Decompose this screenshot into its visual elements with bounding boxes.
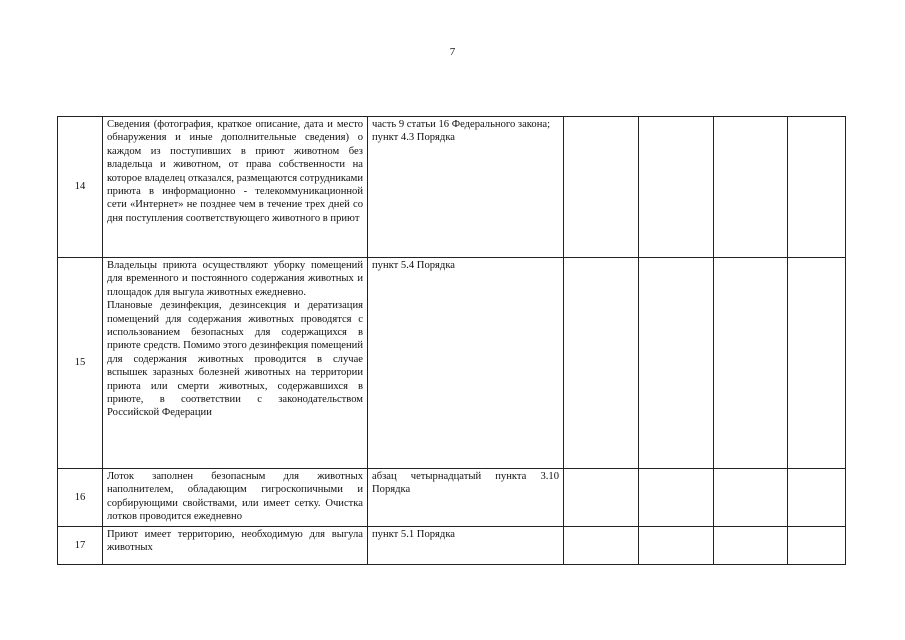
empty-cell: [639, 469, 714, 527]
page-number: 7: [449, 46, 456, 58]
reference-cell: [368, 117, 564, 258]
empty-cell: [788, 117, 846, 258]
empty-cell: [788, 469, 846, 527]
requirement-cell: [103, 258, 368, 469]
table-row: [58, 527, 846, 565]
empty-cell: [788, 527, 846, 565]
requirement-cell: [103, 117, 368, 258]
empty-cell: [564, 258, 639, 469]
requirement-text: Владельцы приюта осуществляют уборку помещений для временного и постоянного содержания животных и площадок для выгула животных ежедневно.: [107, 260, 363, 298]
reference-cell: [368, 527, 564, 565]
requirement-text: Сведения (фотография, краткое описание, дата и место обнаружения и иные дополнительные сведения) о каждом из поступивших в приют животном без владельца и животном, от права собственности на которое владелец отказался, размещаются сотрудниками приюта в информационно - телекоммуникационной сети «Интернет» не позднее чем в течение трех дней со дня поступления соответствующего животного в приют: [107, 119, 363, 224]
empty-cell: [639, 258, 714, 469]
empty-cell: [564, 527, 639, 565]
reference-cell: [368, 258, 564, 469]
table-row: [58, 469, 846, 527]
empty-cell: [788, 258, 846, 469]
requirement-cell: [103, 527, 368, 565]
empty-cell: [639, 117, 714, 258]
empty-cell: [564, 117, 639, 258]
empty-cell: [714, 117, 788, 258]
reference-text: пункт 4.3 Порядка: [372, 132, 456, 144]
reference-cell: [368, 469, 564, 527]
row-number: 14: [58, 117, 103, 258]
empty-cell: [714, 469, 788, 527]
requirement-text: Плановые дезинфекция, дезинсекция и дератизация помещений для содержания животных проводятся с использованием безопасных для содержащихся в приюте средств. Помимо этого дезинфекция помещений для содержания животных проводится в случае вспышек заразных болезней животных на территории приюта или смерти животных, содержавшихся в приюте, в соответствии с законодательством Российской Федерации: [107, 300, 363, 419]
reference-text: пункт 5.4 Порядка: [372, 260, 456, 271]
empty-cell: [639, 527, 714, 565]
reference-text: пункт 5.1 Порядка: [372, 529, 456, 540]
requirement-text: Приют имеет территорию, необходимую для выгула животных: [107, 529, 363, 554]
empty-cell: [564, 469, 639, 527]
row-number: 15: [58, 258, 103, 469]
row-number: 16: [58, 469, 103, 527]
checklist-table: [57, 116, 846, 565]
empty-cell: [714, 527, 788, 565]
reference-text: абзац четырнадцатый пункта 3.10 Порядка: [372, 471, 559, 496]
requirement-cell: [103, 469, 368, 527]
reference-text: часть 9 статьи 16 Федерального закона;: [372, 119, 551, 130]
table-row: [58, 117, 846, 258]
table-row: [58, 258, 846, 469]
requirement-text: Лоток заполнен безопасным для животных наполнителем, обладающим гигроскопичными и сорбирующими свойствами, или имеет сетку. Очистка лотков проводится ежедневно: [107, 471, 363, 523]
row-number: 17: [58, 527, 103, 565]
empty-cell: [714, 258, 788, 469]
